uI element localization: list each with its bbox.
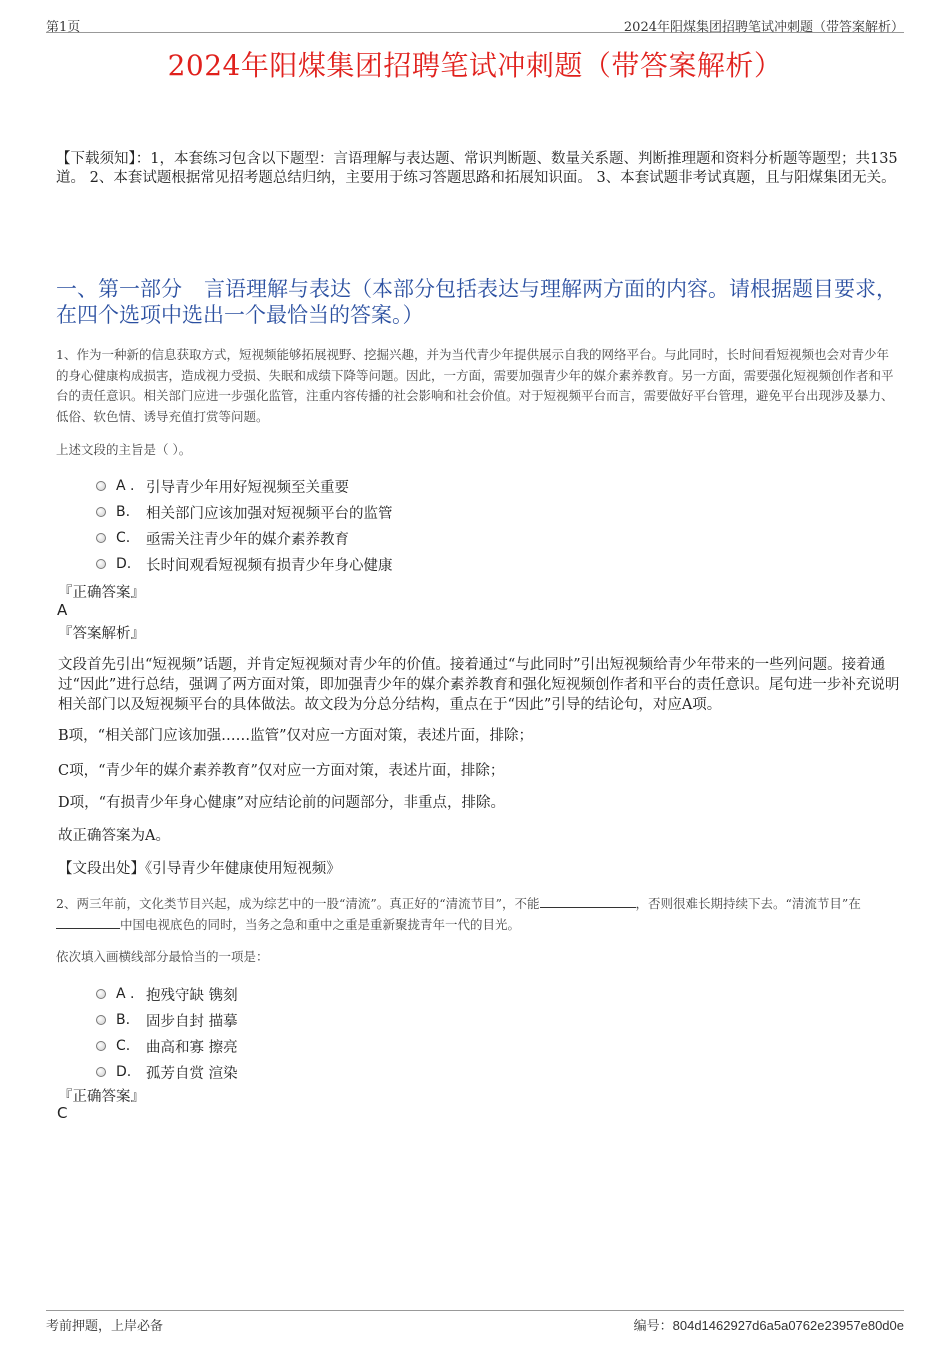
q1-option-d[interactable]: D. 长时间观看短视频有损青少年身心健康 [96, 551, 890, 577]
radio-button[interactable] [96, 1067, 106, 1077]
q2-option-d[interactable]: D. 孤芳自赏 渲染 [96, 1059, 890, 1085]
fill-blank-1 [540, 895, 636, 908]
page-title: 2024年阳煤集团招聘笔试冲刺题（带答案解析） [167, 49, 783, 82]
page-footer [46, 1310, 904, 1335]
q2-answer-label: 『正确答案』 [58, 1089, 145, 1105]
radio-button[interactable] [96, 507, 106, 517]
radio-button[interactable] [96, 989, 106, 999]
radio-button[interactable] [96, 559, 106, 569]
q1-analysis-label: 『答案解析』 [58, 626, 145, 642]
q1-option-b[interactable]: B. 相关部门应该加强对短视频平台的监管 [96, 499, 890, 525]
document-code: 编号：804d1462927d6a5a0762e23957e80d0e [633, 1318, 904, 1334]
q2-options [96, 981, 890, 1085]
q2-option-a[interactable]: A . 抱残守缺 镌刻 [96, 981, 890, 1007]
section-prefix: 一、第一部分 [56, 277, 182, 301]
q1-conclusion: 故正确答案为A。 [58, 828, 170, 844]
section-text: 言语理解与表达（本部分包括表达与理解两方面的内容。请根据题目要求，在四个选项中选出一个最恰当的答案。） [56, 277, 897, 327]
q2-question: 依次填入画横线部分最恰当的一项是： [56, 949, 269, 964]
radio-button[interactable] [96, 1015, 106, 1025]
section-heading [56, 276, 900, 328]
page-header [46, 14, 904, 33]
radio-button[interactable] [96, 481, 106, 491]
q1-analysis-b: B项，“相关部门应该加强……监管”仅对应一方面对策，表述片面，排除； [58, 728, 533, 744]
header-doc-title: 2024年阳煤集团招聘笔试冲刺题（带答案解析） [623, 20, 904, 35]
fill-blank-2 [56, 916, 120, 929]
q1-options [96, 473, 890, 577]
q1-option-c[interactable]: C. 亟需关注青少年的媒介素养教育 [96, 525, 890, 551]
q1-stem: 1、作为一种新的信息获取方式，短视频能够拓展视野、挖掘兴趣，并为当代青少年提供展示自我的网络平台。与此同时，长时间看短视频也会对青少年的身心健康构成损害，造成视力受损、失眠和成绩下降等问题。因此，一方面，需要加强青少年的媒介素养教育。另一方面，需要强化短视频创作者和平台的责任意识。相关部门应进一步强化监管，注重内容传播的社会影响和社会价值。对于短视频平台而言，需要做好平台管理，避免平台出现涉及暴力、低俗、软色情、诱导充值打赏等问题。 [56, 347, 894, 424]
download-notice: 【下载须知】：1，本套练习包含以下题型：言语理解与表达题、常识判断题、数量关系题、判断推理题和资料分析题等题型；共135道。 2、本套试题根据常见招考题总结归纳，主要用于练习答题思路和拓展知识面。 3、本套试题非考试真题，且与阳煤集团无关。 [56, 151, 898, 186]
q2-option-c[interactable]: C. 曲高和寡 擦亮 [96, 1033, 890, 1059]
q1-option-a[interactable]: A . 引导青少年用好短视频至关重要 [96, 473, 890, 499]
q2-option-b[interactable]: B. 固步自封 描摹 [96, 1007, 890, 1033]
q1-analysis-main: 文段首先引出“短视频”话题，并肯定短视频对青少年的价值。接着通过“与此同时”引出短视频给青少年带来的一些列问题。接着通过“因此”进行总结，强调了两方面对策，即加强青少年的媒介素养教育和强化短视频创作者和平台的责任意识。尾句进一步补充说明相关部门以及短视频平台的具体做法。故文段为分总分结构，重点在于“因此”引导的结论句，对应A项。 [58, 657, 900, 713]
q1-analysis-d: D项，“有损青少年身心健康”对应结论前的问题部分，非重点，排除。 [58, 795, 505, 811]
radio-button[interactable] [96, 533, 106, 543]
q2-stem: 2、两三年前，文化类节目兴起，成为综艺中的一股“清流”。真正好的“清流节目”，不能 ，否则很难长期持续下去。“清流节目”在中国电视底色的同时，当务之急和重中之重是重新聚拢青年一代的目光。 [56, 896, 861, 932]
radio-button[interactable] [96, 1041, 106, 1051]
q1-question: 上述文段的主旨是（ ）。 [56, 442, 192, 457]
page-number: 第1页 [46, 20, 81, 35]
q1-answer-label: 『正确答案』 [58, 585, 145, 601]
q2-answer: C [57, 1104, 68, 1122]
q1-source: 【文段出处】《引导青少年健康使用短视频》 [58, 861, 341, 877]
q1-answer: A [57, 601, 68, 619]
q1-analysis-c: C项，“青少年的媒介素养教育”仅对应一方面对策，表述片面，排除； [58, 763, 505, 779]
footer-slogan: 考前押题，上岸必备 [46, 1319, 164, 1334]
